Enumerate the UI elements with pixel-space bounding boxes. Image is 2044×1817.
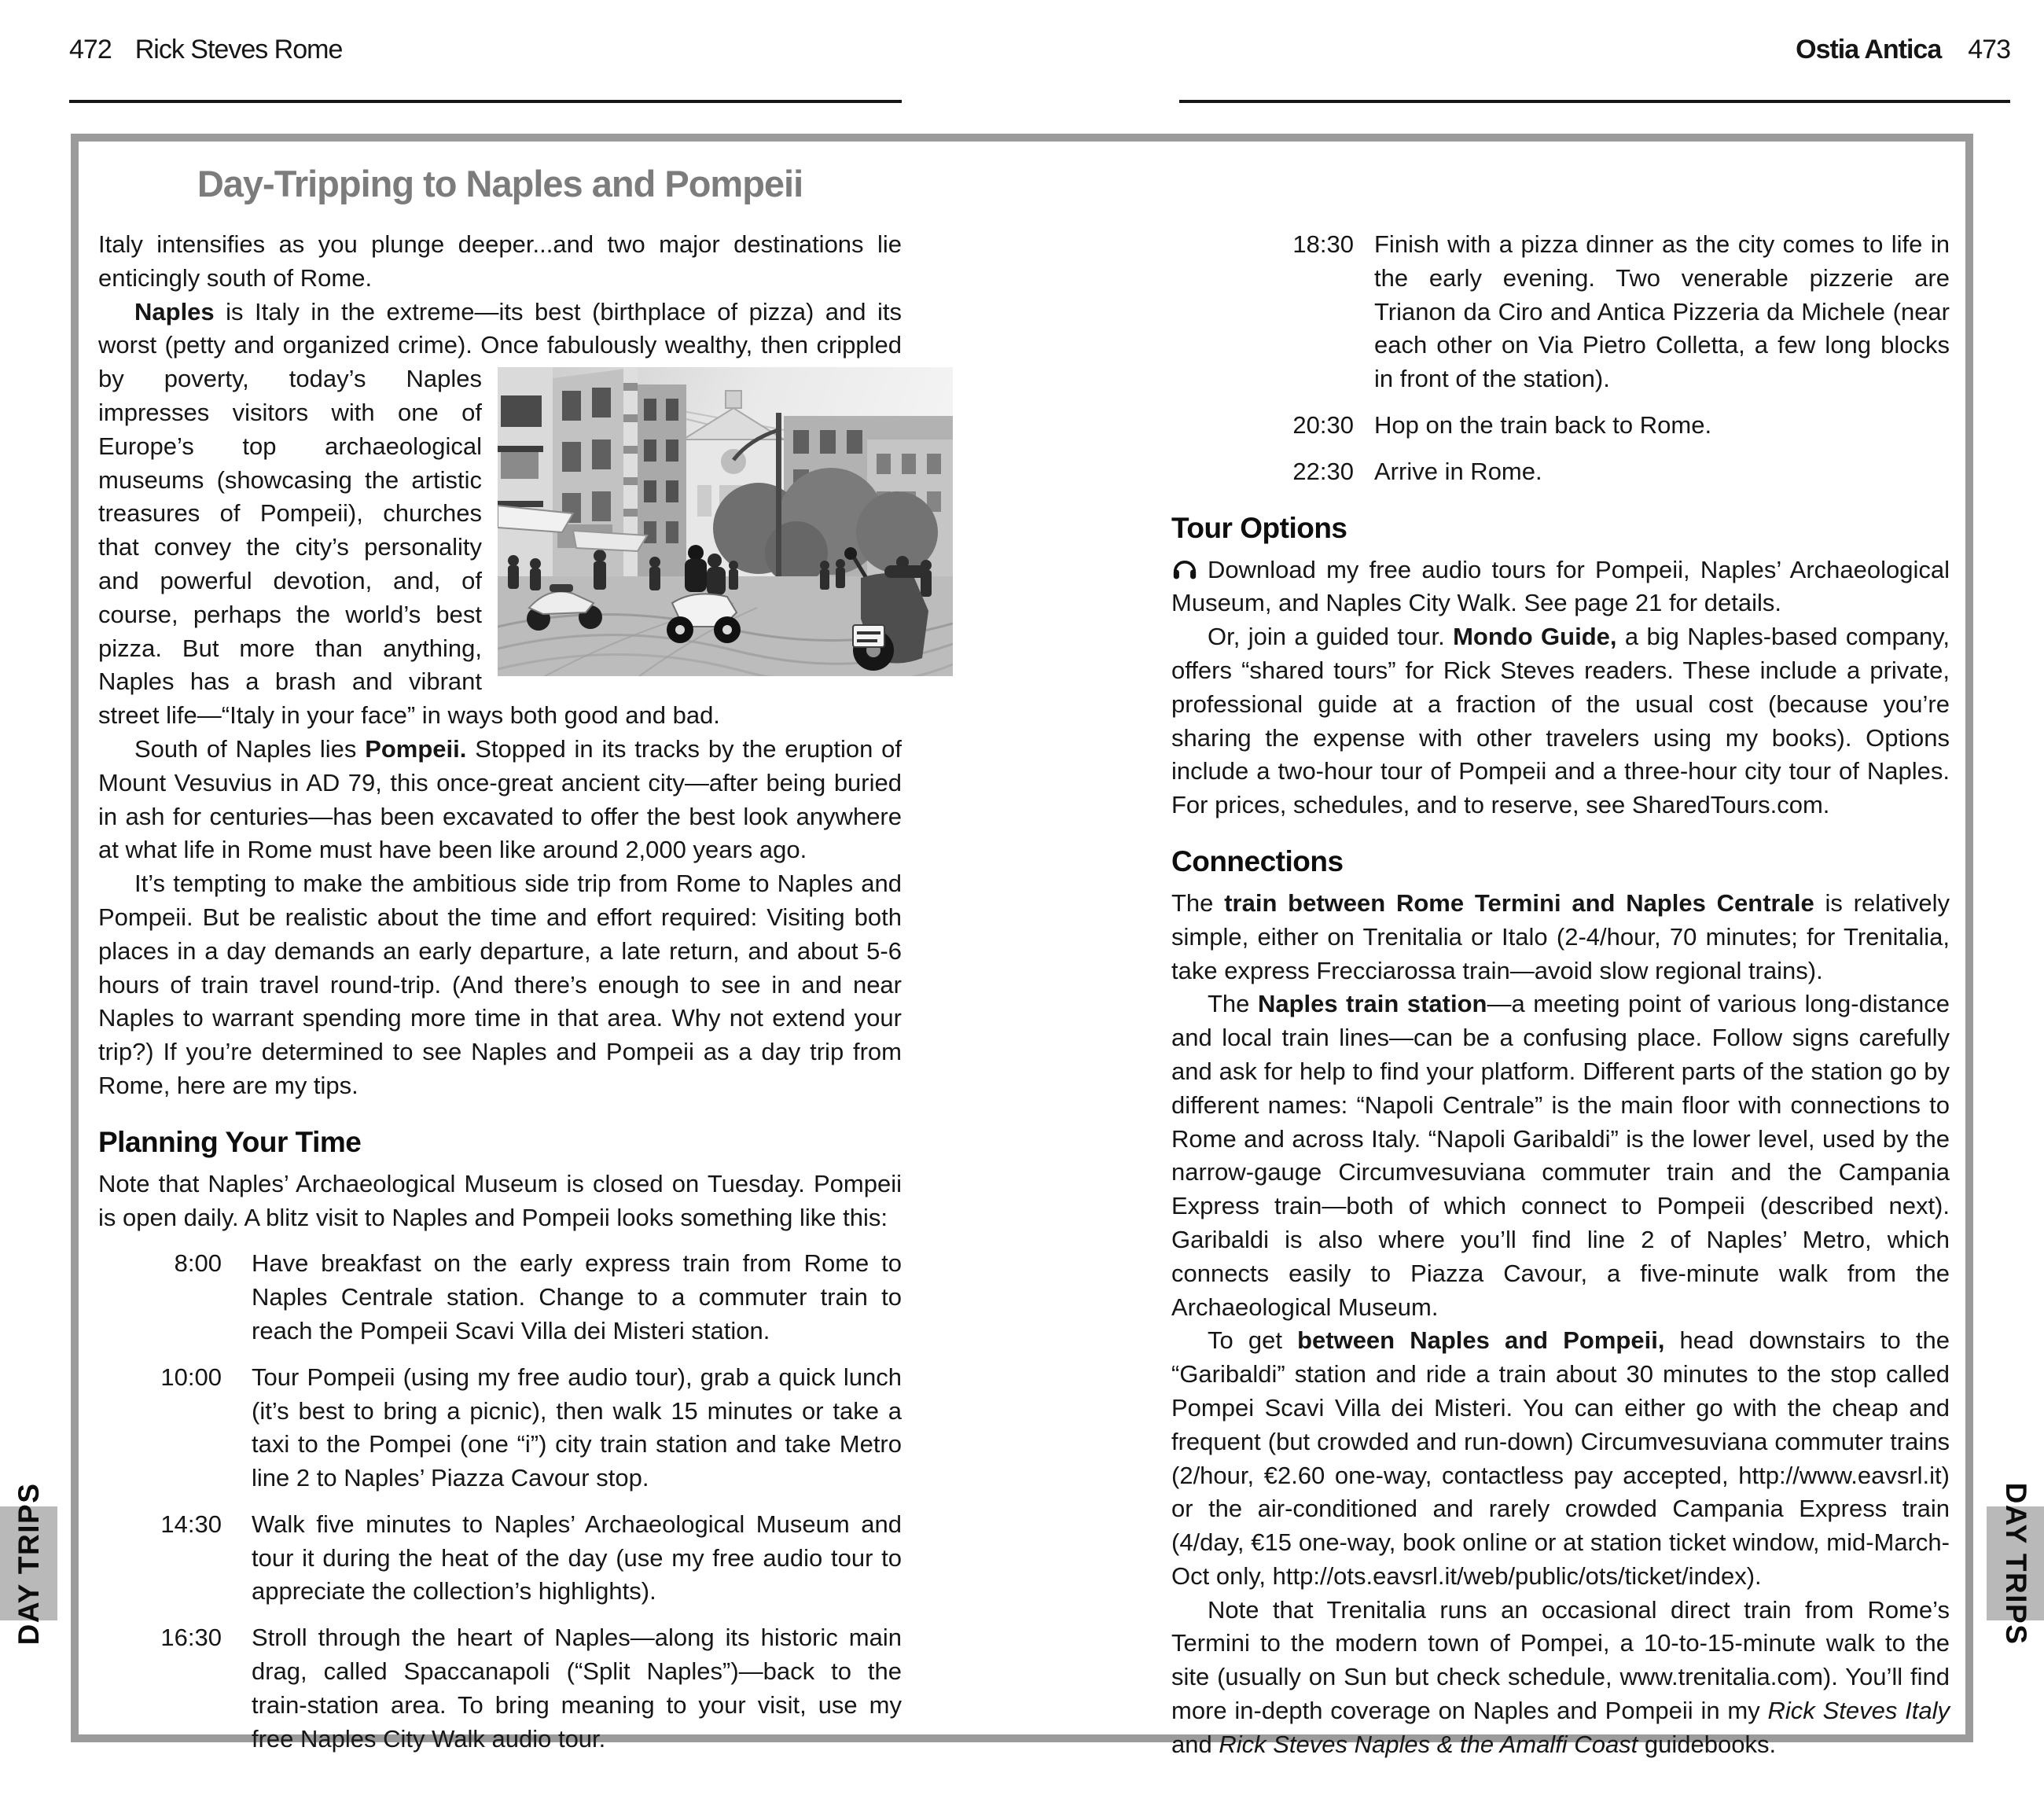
schedule-time: 10:00 (160, 1363, 222, 1391)
side-trip-paragraph: It’s tempting to make the ambitious side trip from Rome to Naples and Pompeii. But be realistic about the time and effort required: Visiting both places in a day demands an early departure, a late return, and about 5-6 hours of train travel round-trip. (And there’s enough to see in and near Naples to warrant spending more time in that area. Why not extend your trip?) If you’re determined to see Naples and Pompeii as a day trip from Rome, here are my tips. (98, 870, 902, 1099)
day-trips-tab-label: DAY TRIPS (1999, 1482, 2032, 1645)
schedule-description: Finish with a pizza dinner as the city comes to life in the early evening. Two venerable pizzerie are Trianon da Ciro and Antica Pizzeria da Michele (near each other on Via Pietro Colletta, a few long blocks in front of the station). (1374, 230, 1950, 393)
trenitalia-note-paragraph: Note that Trenitalia runs an occasional direct train from Rome’s Termini to the modern town of Pompei, a 10-to-15-minute walk to the site (usually on Sun but check schedule, www.trenitalia.com). You’ll find more in-depth coverage on Naples and Pompeii in my Rick Steves Italy and Rick Steves Naples & the Amalfi Coast guidebooks. (1171, 1595, 1950, 1758)
schedule-row (1171, 228, 1950, 396)
page-number-right: 473 (1968, 35, 2010, 64)
book-title: Rick Steves Rome (134, 35, 343, 64)
naples-paragraph (98, 296, 902, 733)
schedule-row (98, 1621, 902, 1756)
pompeii-paragraph: South of Naples lies Pompeii. Stopped in its tracks by the eruption of Mount Vesuvius in AD 79, this once-great ancient city—after being buried in ash for centuries—has been excavated to offer the best look anywhere at what life in Rome must have been like around 2,000 years ago. (98, 734, 903, 864)
schedule-description: Arrive in Rome. (1374, 457, 1542, 485)
schedule-description: Stroll through the heart of Naples—along its historic main drag, called Spaccanapoli (“Split Naples”)—back to the train-station area. To bring meaning to your visit, use my free Naples City Walk audio tour. (252, 1624, 902, 1753)
naples-station-paragraph: The Naples train station—a meeting point of various long-distance and local train lines—can be a confusing place. Follow signs carefully and ask for help to find your platform. Different parts of the station go by different names: “Napoli Centrale” is the main floor with connections to Rome and across Italy. “Napoli Garibaldi” is the lower level, used by the narrow-gauge Circumvesuviana commuter train and the Campania Express train—both of which connect to Pompeii (described next). Garibaldi is also where you’ll find line 2 of Naples’ Metro, which connects easily to Piazza Cavour, a five-minute walk from the Archaeological Museum. (1171, 990, 1950, 1321)
right-page-column (1171, 151, 1950, 1762)
header-rule-right (1179, 100, 2010, 103)
planning-intro: Note that Naples’ Archaeological Museum is closed on Tuesday. Pompeii is open daily. A blitz visit to Naples and Pompeii looks something like this: (98, 1169, 902, 1231)
intro-paragraph: Italy intensifies as you plunge deeper...and two major destinations lie enticingly south of Rome. (98, 230, 902, 292)
section-title: Ostia Antica (1796, 35, 1942, 64)
naples-paragraph-lead: Naples is Italy in the extreme—its best (birthplace of pizza) and its worst (petty and organized crime). Once fabulously (98, 297, 902, 359)
running-head-right (1796, 35, 2010, 65)
schedule-row (98, 1508, 902, 1609)
mondo-guide-paragraph: Or, join a guided tour. Mondo Guide, a big Naples-based company, offers “shared tours” for Rick Steves readers. These include a private, professional guide at a fraction of the usual cost (because you’re sharing the expense with other travelers using my books). Options include a two-hour tour of Pompeii and a three-hour city tour of Naples. For prices, schedules, and to reserve, see SharedTours.com. (1171, 623, 1950, 819)
headphones-icon (1171, 557, 1198, 580)
schedule-description: Have breakfast on the early express train from Rome to Naples Centrale station. Change to a commuter train to reach the Pompeii Scavi Villa dei Misteri station. (252, 1249, 902, 1344)
planning-heading: Planning Your Time (98, 1125, 362, 1158)
tour-options-heading: Tour Options (1171, 511, 1347, 544)
schedule-time: 14:30 (160, 1510, 222, 1538)
schedule-row (1171, 409, 1950, 443)
running-head-left (69, 35, 342, 65)
schedule-time: 18:30 (1292, 230, 1354, 258)
day-trips-tab-left (0, 1482, 57, 1645)
schedule-time: 22:30 (1292, 457, 1354, 485)
schedule-time: 8:00 (174, 1249, 222, 1278)
naples-paragraph-body: wealthy, then crippled by poverty, today’s Naples impresses visitors with one of Europe’s top archaeological museums (showcasing the artistic treasures of Pompeii), churches that convey the city’s personality and powerful devotion, and, of course, perhaps the world’s best pizza. But more than anything, Naples has a brash and vibrant street life—“Italy in your face” in ways both good and bad. (98, 331, 903, 730)
left-page-column (98, 151, 902, 1756)
schedule-description: Tour Pompeii (using my free audio tour), grab a quick lunch (it’s best to bring a picnic), then walk 15 minutes or take a taxi to the Pompei (one “i”) city train station and take Metro line 2 to Naples’ Piazza Cavour stop. (252, 1363, 902, 1492)
connections-heading: Connections (1171, 844, 1344, 877)
day-trips-tab-right (1987, 1482, 2044, 1645)
naples-street-photo (498, 367, 953, 676)
naples-pompeii-paragraph: To get between Naples and Pompeii, head downstairs to the “Garibaldi” station and ride a train about 30 minutes to the stop called Pompei Scavi Villa dei Misteri. You can either go with the cheap and frequent (but crowded and run-down) Circumvesuviana commuter trains (2/hour, €2.60 one-way, contactless pay accepted, http://www.eavsrl.it) or the air-conditioned and rarely crowded Campania Express train (4/day, €15 one-way, book online or at station ticket window, mid-March-Oct only, http://ots.eavsrl.it/web/public/ots/ticket/index). (1171, 1326, 1950, 1590)
schedule-row (1171, 455, 1950, 489)
schedule-time: 16:30 (160, 1624, 222, 1652)
schedule-row (98, 1361, 902, 1495)
audio-tours-text: Download my free audio tours for Pompeii, Naples’ Archaeological Museum, and Naples City Walk. See page 21 for details. (1171, 555, 1950, 617)
article-title: Day-Tripping to Naples and Pompeii (197, 163, 803, 204)
schedule-time: 20:30 (1292, 410, 1354, 439)
page-number-left: 472 (69, 35, 112, 64)
schedule-description: Walk five minutes to Naples’ Archaeological Museum and tour it during the heat of the day (use my free audio tour to appreciate the collection’s highlights). (252, 1510, 902, 1606)
schedule-description: Hop on the train back to Rome. (1374, 410, 1712, 439)
schedule-row (98, 1247, 902, 1348)
header-rule-left (69, 100, 902, 103)
train-connection-paragraph: The train between Rome Termini and Naples Centrale is relatively simple, either on Trenitalia or Italo (2-4/hour, 70 minutes; for Trenitalia, take express Frecciarossa train—avoid slow regional trains). (1171, 888, 1950, 984)
day-trips-tab-label: DAY TRIPS (12, 1482, 45, 1645)
audio-tours-paragraph (1171, 554, 1950, 621)
